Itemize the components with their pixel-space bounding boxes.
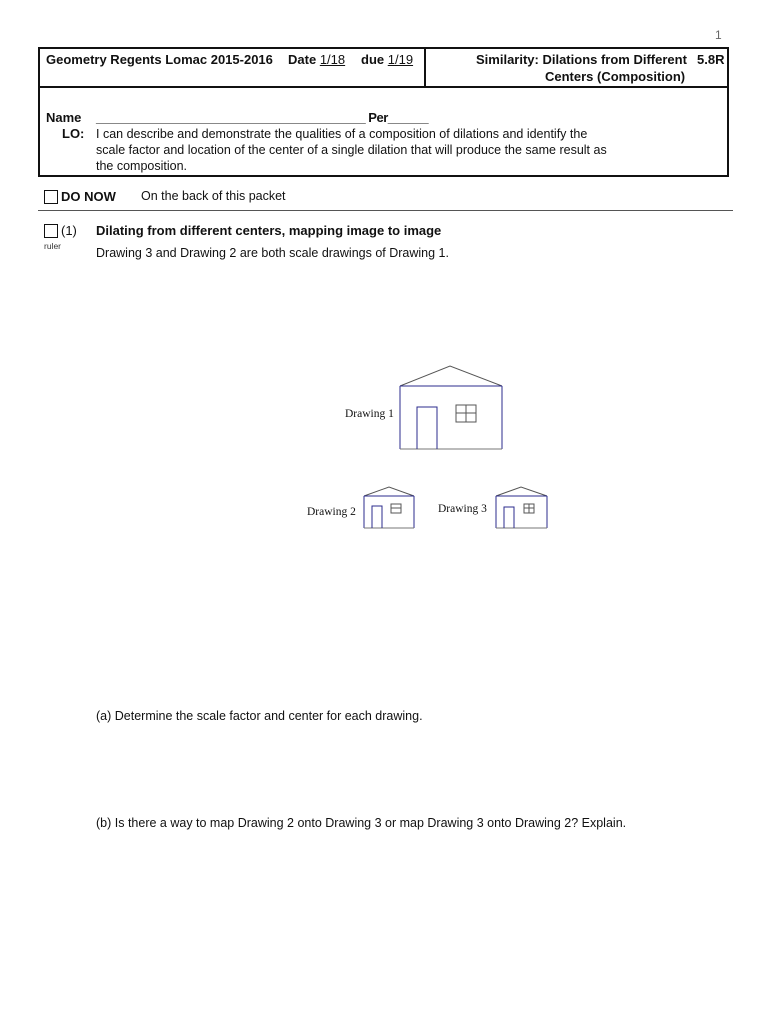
question1-number: (1) [61,223,77,238]
lesson-title-line2: Centers (Composition) [545,69,686,84]
lo-label: LO: [62,126,85,141]
drawing1-label: Drawing 1 [345,408,394,420]
drawing3-label: Drawing 3 [438,503,487,515]
house-drawing2 [364,487,414,528]
date-label: Date [288,52,317,67]
learning-objective: I can describe and demonstrate the qualities of a composition of dilations and identify the scale factor and location of the center of a single dilation that will produce the same result as the composition. [96,127,607,173]
question1-title: Dilating from different centers, mapping image to image [96,223,442,238]
question1-subtitle: Drawing 3 and Drawing 2 are both scale drawings of Drawing 1. [96,246,449,260]
date-value: 1/18 [319,52,346,67]
name-label: Name [46,110,82,125]
tool-note: ruler [44,241,62,251]
page-number: 1 [715,28,722,42]
do-now-text: On the back of this packet [141,189,286,203]
course-title: Geometry Regents Lomac 2015-2016 [46,52,273,67]
house-drawing3 [496,487,547,528]
do-now-label: DO NOW [61,189,116,204]
name-period-blank[interactable]: ________________________________________ Per______ [96,110,429,125]
lesson-title-line1: Similarity: Dilations from Different [476,52,687,67]
due-value: 1/19 [387,52,414,67]
question1-part-a: (a) Determine the scale factor and center for each drawing. [96,709,423,723]
question1-part-b: (b) Is there a way to map Drawing 2 onto Drawing 3 or map Drawing 3 onto Drawing 2? Explain. [96,816,627,830]
drawing2-label: Drawing 2 [307,506,356,518]
lesson-code: 5.8R [697,52,725,67]
house-drawing1 [400,366,502,449]
due-label: due [361,52,385,67]
